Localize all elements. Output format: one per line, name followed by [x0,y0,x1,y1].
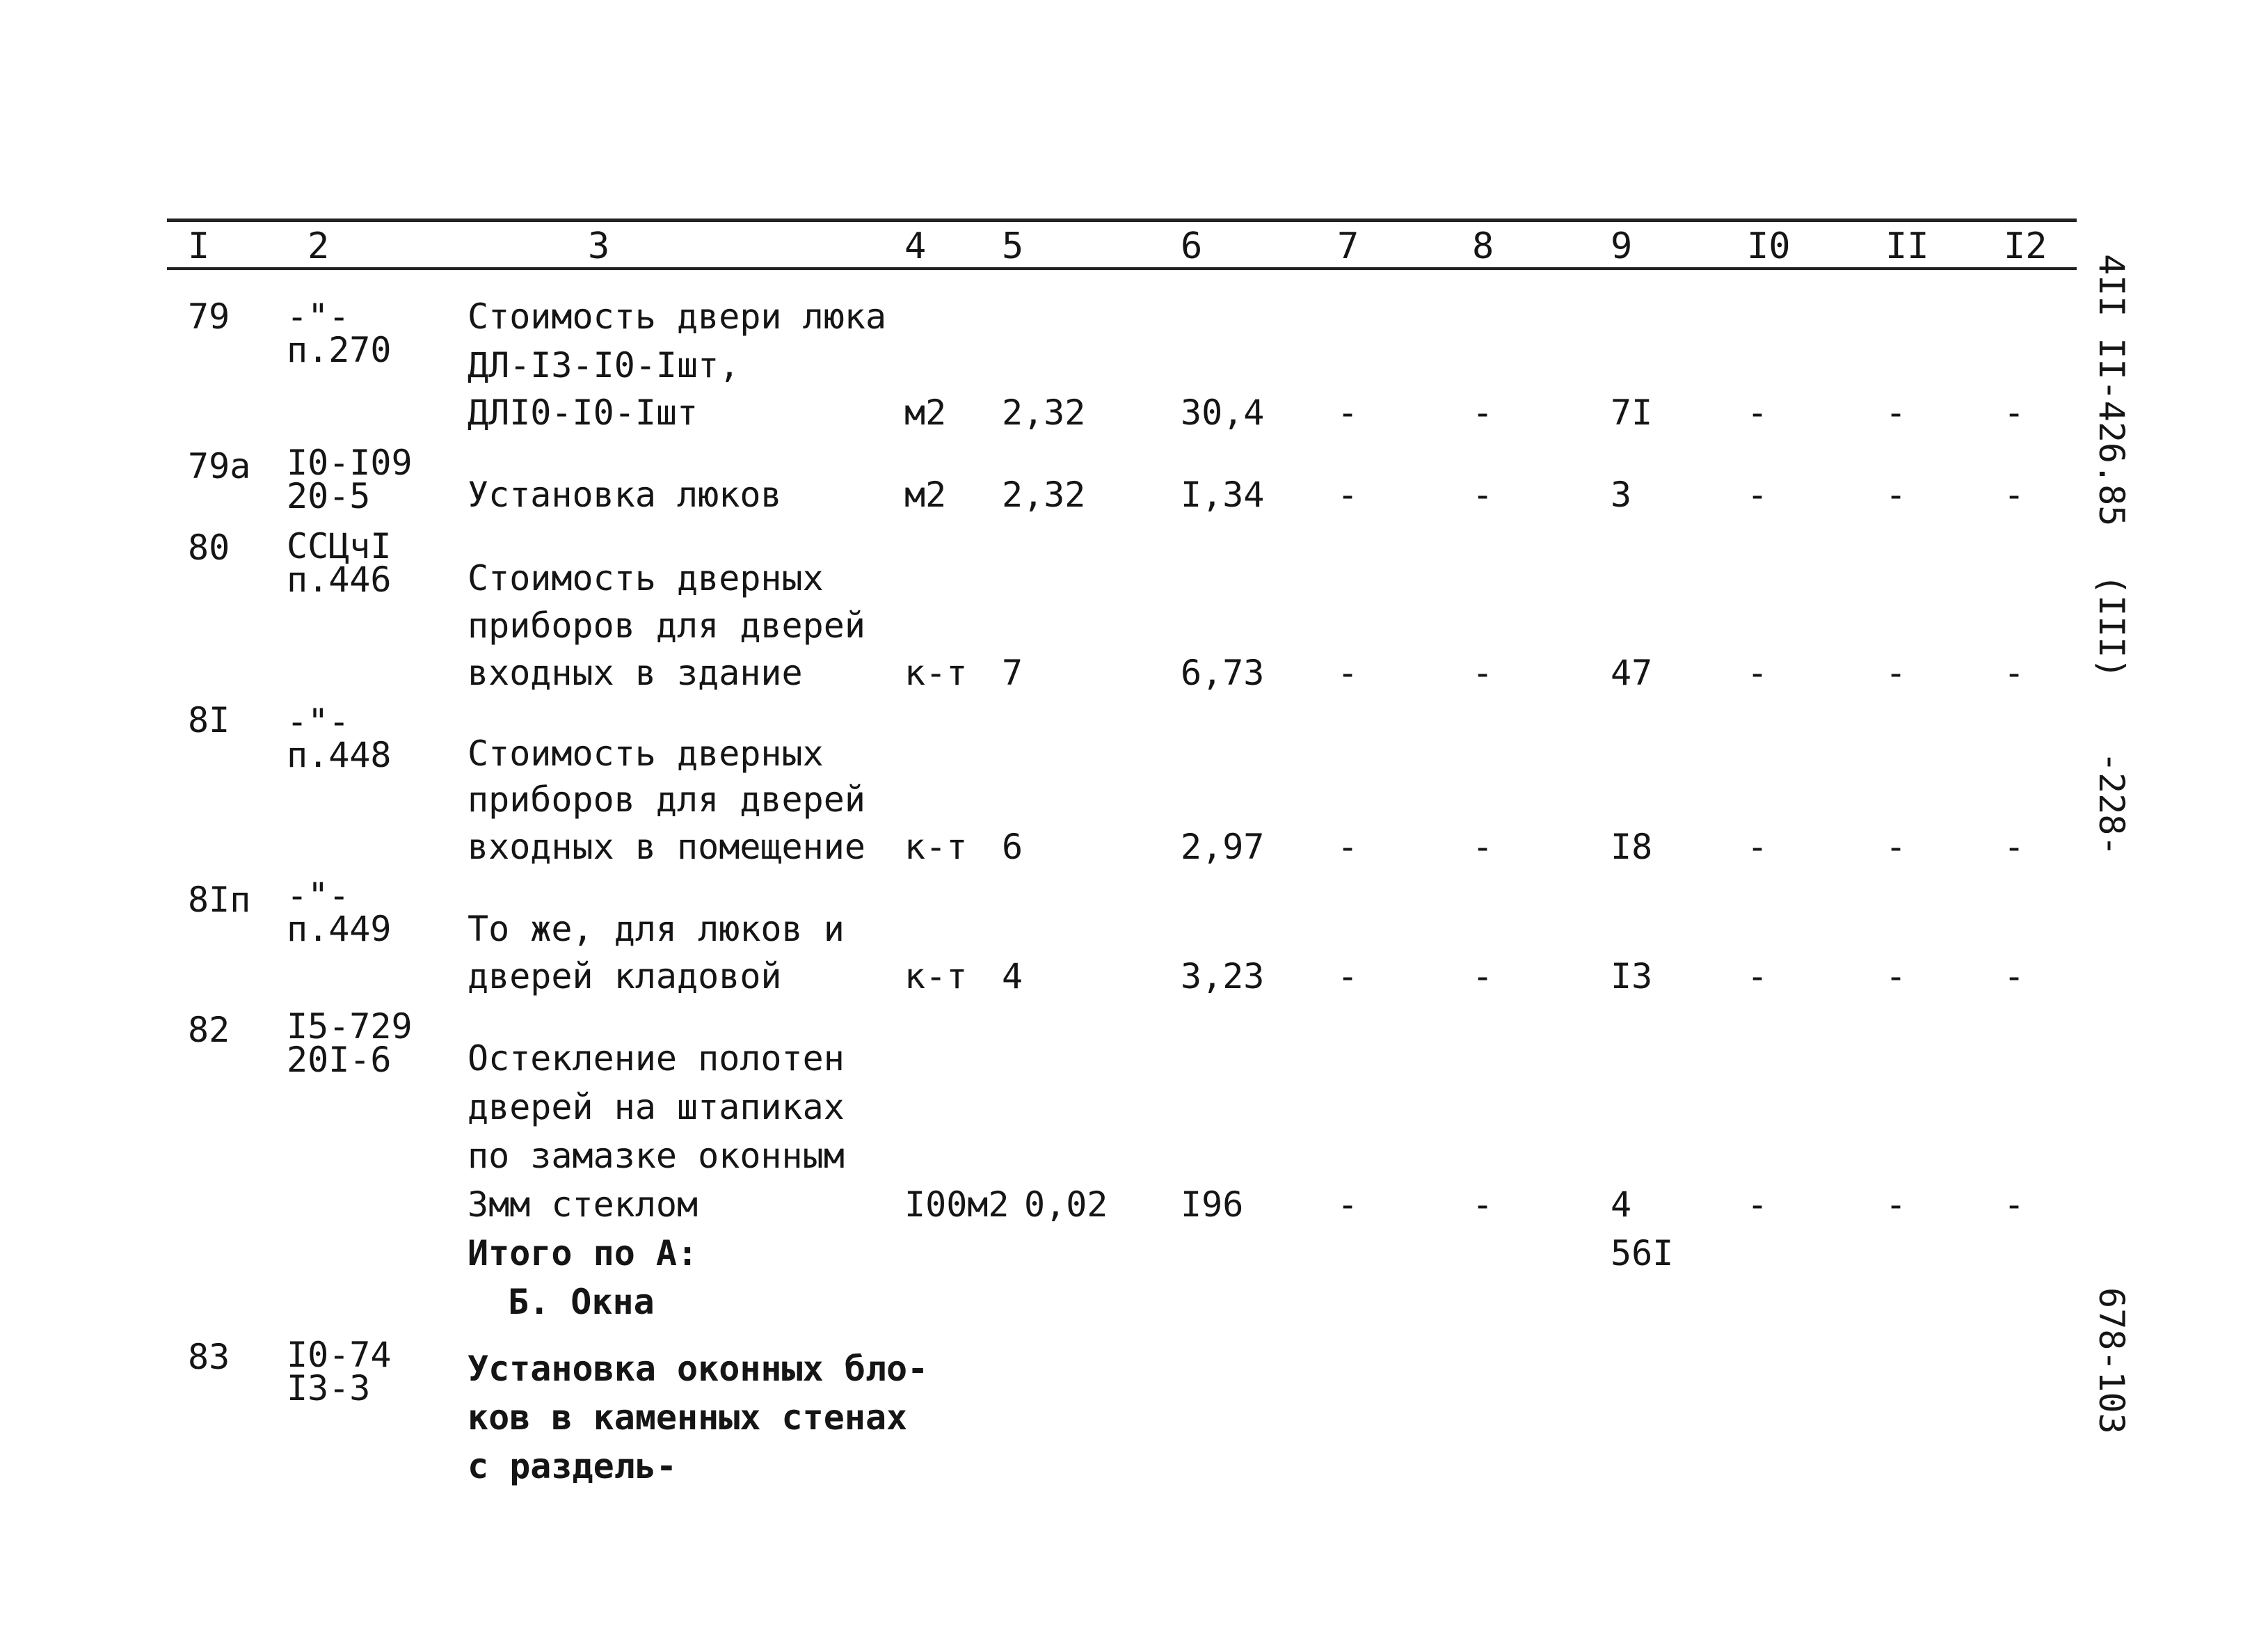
row-desc-line: с раздель- [468,1446,678,1486]
col-header-7: 7 [1337,225,1359,267]
row-number: 80 [188,527,230,568]
row-col11: - [1885,475,1907,515]
row-col7: - [1337,653,1359,693]
row-col12: - [2004,475,2025,515]
row-quantity: 6 [1002,827,1023,867]
row-desc-line: Остекление полотен [468,1038,845,1079]
row-col8: - [1472,827,1494,867]
row-quantity: 2,32 [1002,475,1086,515]
row-number: 79а [188,446,251,486]
row-unit: м2 [904,392,947,433]
col-header-3: 3 [588,225,610,267]
row-quantity: 7 [1002,653,1023,693]
row-quantity: 2,32 [1002,392,1086,433]
row-desc-line: Стоимость дверных [468,558,824,598]
row-desc-line: Установка оконных бло- [468,1349,929,1389]
row-col7: - [1337,475,1359,515]
row-unit: I00м2 [904,1184,1009,1225]
row-col10: - [1747,653,1768,693]
row-code-line: ССЦчI [287,526,392,566]
row-code-line: 20-5 [287,476,371,516]
col-header-4: 4 [904,225,927,267]
row-col10: - [1747,1184,1768,1225]
row-code-line: I3-3 [287,1368,371,1408]
row-number: 83 [188,1337,230,1377]
row-number: 8I [188,700,230,740]
table-top-rule [167,219,2077,222]
row-desc-line: дверей на штапиках [468,1087,845,1127]
table-header-rule [167,267,2077,270]
row-col8: - [1472,475,1494,515]
row-col10: - [1747,475,1768,515]
section-title: Б. Окна [508,1282,655,1322]
row-desc-line: входных в здание [468,653,803,693]
row-total: I8 [1611,827,1653,867]
row-col11: - [1885,1184,1907,1225]
row-price: I,34 [1181,475,1265,515]
row-code-line: п.446 [287,559,392,600]
row-code-line: -"- [287,701,350,742]
col-header-1: I [188,225,210,267]
row-quantity: 4 [1002,956,1023,996]
row-code-line: I0-74 [287,1335,392,1375]
row-col10: - [1747,392,1768,433]
row-code-line: -"- [287,296,350,337]
col-header-8: 8 [1472,225,1494,267]
row-col11: - [1885,827,1907,867]
row-col7: - [1337,392,1359,433]
col-header-5: 5 [1002,225,1024,267]
row-price: 3,23 [1181,956,1265,996]
row-total: 47 [1611,653,1653,693]
row-desc-line: 3мм стеклом [468,1184,698,1225]
row-number: 82 [188,1010,230,1050]
col-header-10: I0 [1747,225,1791,267]
row-col11: - [1885,956,1907,996]
row-total: 3 [1611,475,1632,515]
row-unit: к-т [904,827,968,867]
col-header-2: 2 [308,225,330,267]
row-price: 30,4 [1181,392,1265,433]
row-unit: м2 [904,475,947,515]
row-number: 79 [188,296,230,337]
row-desc-line: ков в каменных стенах [468,1397,908,1438]
row-unit: к-т [904,653,968,693]
row-price: 6,73 [1181,653,1265,693]
row-desc-line: входных в помещение [468,827,865,867]
row-col10: - [1747,956,1768,996]
row-col12: - [2004,1184,2025,1225]
row-col12: - [2004,956,2025,996]
row-quantity: 0,02 [1024,1184,1108,1225]
row-desc-line: приборов для дверей [468,779,865,820]
margin-volume: (III) [2091,574,2132,679]
row-col8: - [1472,1184,1494,1225]
row-number: 8Iп [188,880,251,920]
row-desc-line: Установка люков [468,475,782,515]
margin-doc-code: 4II II-426.85 [2091,254,2132,527]
row-unit: к-т [904,956,968,996]
row-desc-line: ДЛ-I3-I0-Iшт, [468,345,740,386]
row-code-line: п.270 [287,330,392,370]
row-desc-line: дверей кладовой [468,956,782,996]
row-desc-line: ДЛI0-I0-Iшт [468,392,698,433]
col-header-12: I2 [2004,225,2047,267]
row-col12: - [2004,653,2025,693]
row-col12: - [2004,392,2025,433]
col-header-9: 9 [1611,225,1633,267]
row-total: 7I [1611,392,1653,433]
row-desc-line: по замазке оконным [468,1136,845,1176]
row-total: I3 [1611,956,1653,996]
row-code-line: -"- [287,875,350,916]
row-desc-line: То же, для люков и [468,909,845,949]
row-code-line: I0-I09 [287,443,413,483]
row-desc-line: Стоимость дверных [468,733,824,774]
subtotal-value: 56I [1611,1233,1674,1273]
col-header-6: 6 [1181,225,1203,267]
row-col11: - [1885,653,1907,693]
row-col7: - [1337,1184,1359,1225]
row-col8: - [1472,653,1494,693]
row-desc-line: приборов для дверей [468,605,865,646]
row-col8: - [1472,956,1494,996]
margin-archive-number: 678-103 [2091,1287,2132,1434]
row-code-line: п.448 [287,735,392,775]
row-col7: - [1337,956,1359,996]
row-col11: - [1885,392,1907,433]
row-price: I96 [1181,1184,1244,1225]
margin-page-number: -228- [2091,752,2132,857]
row-col12: - [2004,827,2025,867]
row-code-line: I5-729 [287,1006,413,1047]
row-total: 4 [1611,1184,1632,1225]
row-col10: - [1747,827,1768,867]
row-code-line: 20I-6 [287,1040,392,1080]
row-desc-line: Стоимость двери люка [468,296,887,337]
row-col7: - [1337,827,1359,867]
row-price: 2,97 [1181,827,1265,867]
subtotal-label: Итого по А: [468,1233,698,1273]
row-col8: - [1472,392,1494,433]
col-header-11: II [1885,225,1929,267]
row-code-line: п.449 [287,909,392,949]
